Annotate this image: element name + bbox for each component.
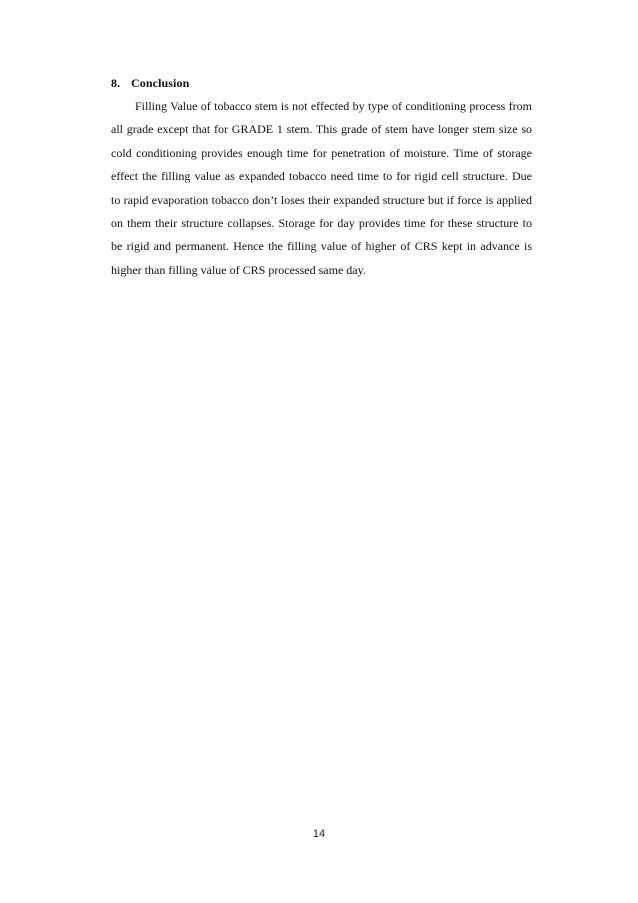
section-title: Conclusion [131, 76, 190, 90]
paragraph-line: to rapid evaporation tobacco don’t loses their expanded structure but if force is applied [111, 192, 532, 207]
paragraph-line: be rigid and permanent. Hence the filling value of higher of CRS kept in advance is [111, 239, 532, 254]
paragraph-line: all grade except that for GRADE 1 stem. This grade of stem have longer stem size so [111, 122, 532, 137]
paragraph-line: cold conditioning provides enough time for penetration of moisture. Time of storage [111, 145, 532, 160]
section-heading [111, 76, 189, 91]
page-number: 14 [312, 828, 326, 840]
paragraph-line: effect the filling value as expanded tobacco need time to for rigid cell structure. Due [111, 169, 532, 184]
conclusion-paragraph [111, 95, 532, 282]
paragraph-line: higher than filling value of CRS processed same day. [111, 262, 366, 277]
section-number: 8. [111, 76, 121, 90]
paragraph-line: on them their structure collapses. Storage for day provides time for these structure to [111, 215, 532, 230]
paragraph-line: Filling Value of tobacco stem is not effected by type of conditioning process from [135, 99, 532, 113]
